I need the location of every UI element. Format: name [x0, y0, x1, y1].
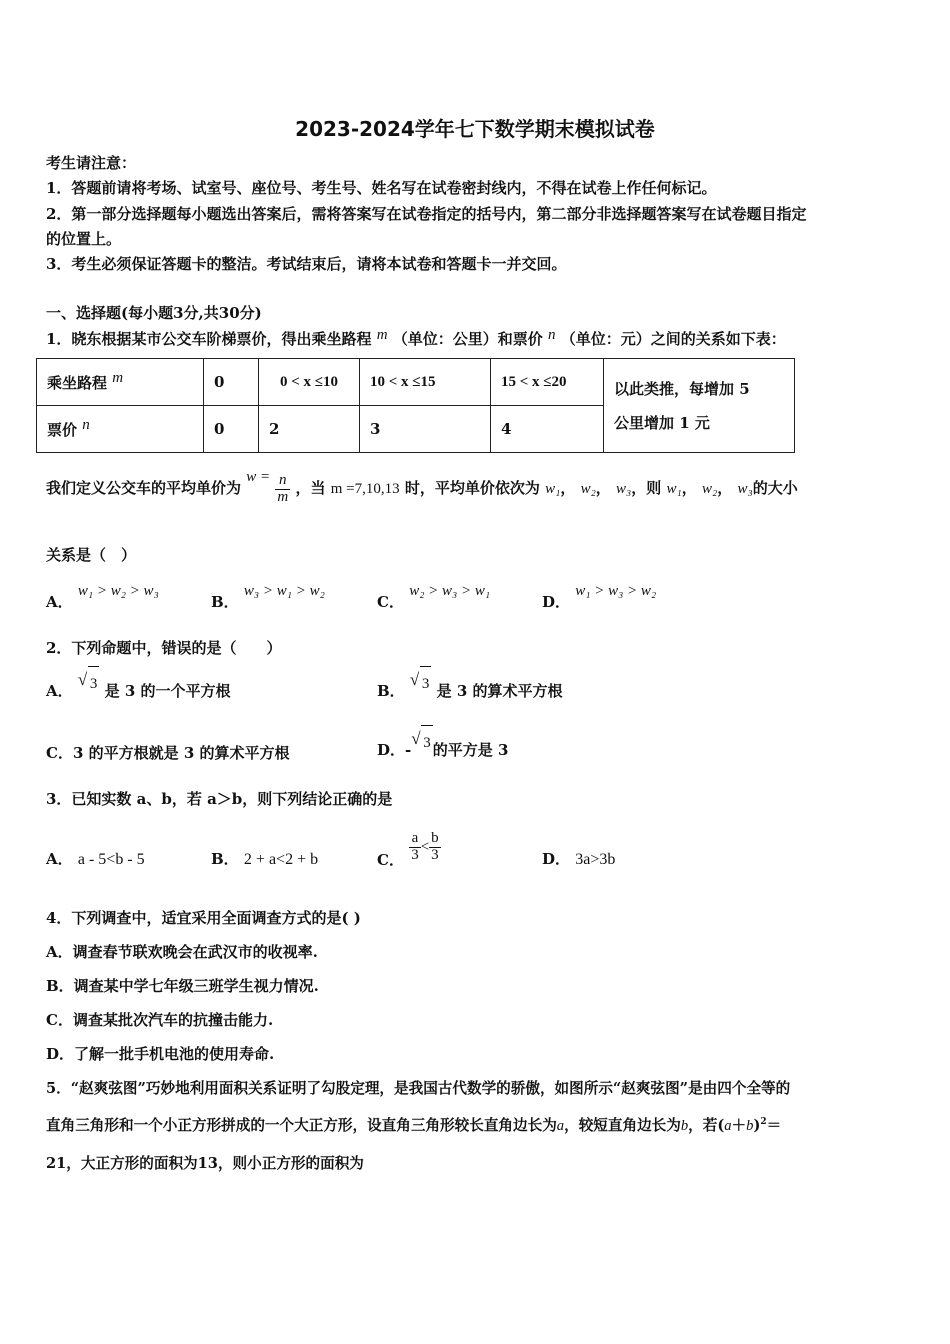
- price-cell-1: 0: [204, 406, 259, 453]
- q1-option-d[interactable]: D． w₁ > w₃ > w₂: [542, 583, 657, 611]
- q4-option-b[interactable]: B．调查某中学七年级三班学生视力情况.: [46, 977, 319, 995]
- row-label-price: 票价 n: [37, 406, 204, 453]
- m-values: m =7,10,13: [330, 481, 400, 497]
- notice-heading: 考生请注意：: [46, 154, 137, 172]
- w-eq: w =: [246, 469, 271, 485]
- q2-option-a[interactable]: A． √ 3 是 3 的一个平方根: [46, 674, 231, 709]
- notice-item-3: 3．考生必须保证答题卡的整洁。考试结束后，请将本试卷和答题卡一并交回。: [46, 255, 567, 273]
- q1-stem-c: （单位：元）之间的关系如下表：: [560, 330, 786, 348]
- row-label-distance: 乘坐路程 m: [37, 359, 204, 406]
- q4-option-d[interactable]: D．了解一批手机电池的使用寿命.: [46, 1045, 275, 1063]
- range-cell-3: 10 < x ≤15: [360, 359, 491, 406]
- q1-stem: [46, 328, 786, 349]
- q2-option-d[interactable]: D．- √ 3 的平方是 3: [377, 733, 508, 768]
- sqrt3-d: √ 3: [411, 725, 433, 760]
- q1-line2: 关系是（ ）: [46, 546, 137, 564]
- q3-option-c[interactable]: C． $\frac{a}{3}$ < $\frac{b}{3}$: [377, 829, 439, 869]
- fare-table: [36, 358, 795, 453]
- q5-line2: 直角三角形和一个小正方形拼成的一个大正方形，设直角三角形较长直角边长为a，较短直角边长为b，若$(a+b)^2=$: [46, 1117, 782, 1134]
- q1-var-n: n: [548, 327, 556, 343]
- q1-var-m: m: [376, 327, 388, 343]
- q3-option-a[interactable]: A． a - 5<b - 5: [46, 850, 145, 868]
- range-cell-4: 15 < x ≤20: [491, 359, 604, 406]
- q1-stem-a: 1．晓东根据某市公交车阶梯票价，得出乘坐路程: [46, 330, 372, 348]
- q4-option-c[interactable]: C．调查某批次汽车的抗撞击能力.: [46, 1011, 274, 1029]
- q1-stem-b: （单位：公里）和票价: [392, 330, 543, 348]
- notice-item-1: 1．答题前请将考场、试室号、座位号、考生号、姓名写在试卷密封线内，不得在试卷上作任何标记。: [46, 179, 717, 197]
- sqrt3-a: √ 3: [78, 666, 100, 701]
- unit-price-fraction: $\frac{n}{m}$: [277, 471, 289, 505]
- range-cell-1: 0: [204, 359, 259, 406]
- price-cell-2: 2: [259, 406, 360, 453]
- q1-option-b[interactable]: B． w₃ > w₁ > w₂: [211, 583, 325, 611]
- q1-definition: 我们定义公交车的平均单价为 w = $\frac{n}{m}$ ，当 m =7,10,13 时，平均单价依次为 w₁， w₂， w₃，则 w₁， w₂， w₃的大小: [46, 469, 798, 505]
- sqrt3-b: √ 3: [410, 666, 432, 701]
- q2-option-c[interactable]: C．3 的平方根就是 3 的算术平方根: [46, 744, 290, 762]
- q1-option-c[interactable]: C． w₂ > w₃ > w₁: [377, 583, 491, 611]
- q3-option-d[interactable]: D． 3a>3b: [542, 850, 616, 868]
- notice-item-2: 2．第一部分选择题每小题选出答案后，需将答案写在试卷指定的括号内，第二部分非选择题答案写在试卷题目指定: [46, 205, 807, 223]
- q1-option-a[interactable]: A． w₁ > w₂ > w₃: [46, 583, 159, 611]
- notice-item-2-cont: 的位置上。: [46, 230, 122, 248]
- q2-stem: 2．下列命题中，错误的是（ ）: [46, 639, 282, 657]
- q3-option-b[interactable]: B． 2 + a<2 + b: [211, 850, 319, 868]
- q5-line3: 21，大正方形的面积为13，则小正方形的面积为: [46, 1155, 364, 1172]
- q4-stem: 4．下列调查中，适宜采用全面调查方式的是( ): [46, 909, 361, 927]
- q2-option-b[interactable]: B． √ 3 是 3 的算术平方根: [377, 674, 563, 709]
- range-cell-2: 0 < x ≤10: [259, 359, 360, 406]
- price-cell-3: 3: [360, 406, 491, 453]
- q5-line1: 5．“赵爽弦图”巧妙地利用面积关系证明了勾股定理，是我国古代数学的骄傲，如图所示“赵爽弦图”是由四个全等的: [46, 1080, 791, 1097]
- q3-stem: 3．已知实数 a、b，若 a＞b，则下列结论正确的是: [46, 790, 393, 808]
- table-note: 以此类推，每增加 5 公里增加 1 元: [604, 359, 795, 453]
- q4-option-a[interactable]: A．调查春节联欢晚会在武汉市的收视率.: [46, 943, 318, 961]
- price-cell-4: 4: [491, 406, 604, 453]
- page-title: 2023-2024学年七下数学期末模拟试卷: [295, 117, 655, 141]
- section-heading: 一、选择题(每小题3分,共30分): [46, 304, 262, 322]
